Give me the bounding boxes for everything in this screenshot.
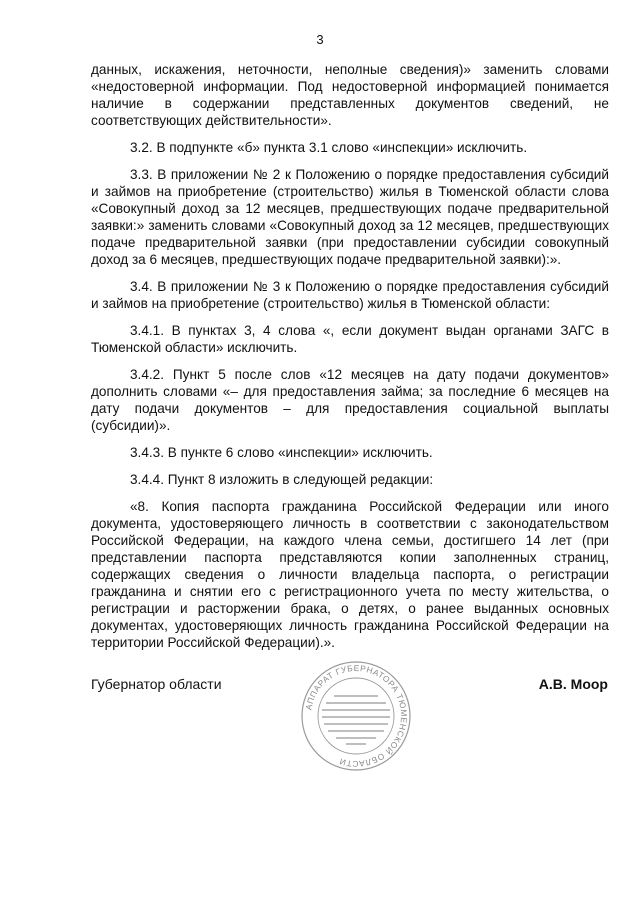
paragraph-3-4-4: 3.4.4. Пункт 8 изложить в следующей редакции: [130,472,434,487]
paragraph-3-3: 3.3. В приложении № 2 к Положению о порядке предоставления субсидий и займов на приобретение (строительство) жилья в Тюменской области слова «Совокупный доход за 12 месяцев, предшествующих подаче предварительной заявки:» заменить словами «Совокупный доход за 12 месяцев, предшествующих подаче предварительной заявки (при предоставлении субсидии совокупный доход за 6 месяцев, предшествующих подаче предварительной заявки):». [91,167,609,267]
paragraph-continuation: данных, искажения, неточности, неполные сведения)» заменить словами «недостоверной информации. Под недостоверной информацией понимается наличие в содержании представленных документов сведений, не соответствующих действительности». [91,62,609,128]
paragraph-item-8: «8. Копия паспорта гражданина Российской Федерации или иного документа, удостоверяющего личность в соответствии с законодательством Российской Федерации, на каждого члена семьи, достигшего 14 лет (при представлении паспорта представляются копии заполненных страниц, содержащих сведения о личности владельца паспорта, о регистрации гражданина и снятии его с регистрационного учета по месту жительства, о регистрации и расторжении брака, о детях, о ранее выданных основных документах, удостоверяющих личность гражданина Российской Федерации на территории Российской Федерации).». [91,499,609,650]
seal-inner-lines [322,696,390,744]
seal-inner-ring [318,678,394,754]
signatory-title: Губернатор области [91,676,222,692]
signatory-name: А.В. Моор [538,676,608,692]
paragraph-3-4-2: 3.4.2. Пункт 5 после слов «12 месяцев на дату подачи документов» дополнить словами «– для предоставления займа; за последние 6 месяцев на дату подачи документов – для предоставления социальной выплаты (субсидии)». [91,367,609,433]
page-number: 3 [316,32,324,47]
document-body [91,61,609,651]
paragraph-3-4-1: 3.4.1. В пунктах 3, 4 слова «, если документ выдан органами ЗАГС в Тюменской области» исключить. [91,323,609,355]
paragraph-3-4: 3.4. В приложении № 3 к Положению о порядке предоставления субсидий и займов на приобретение (строительство) жилья в Тюменской области: [91,279,609,311]
paragraph-3-4-3: 3.4.3. В пункте 6 слово «инспекции» исключить. [130,445,433,460]
seal-outer-text: АППАРАТ ГУБЕРНАТОРА ТЮМЕНСКОЙ ОБЛАСТИ [303,662,410,770]
paragraph-3-2: 3.2. В подпункте «б» пункта 3.1 слово «инспекции» исключить. [130,140,528,155]
official-seal-stamp [300,660,412,772]
